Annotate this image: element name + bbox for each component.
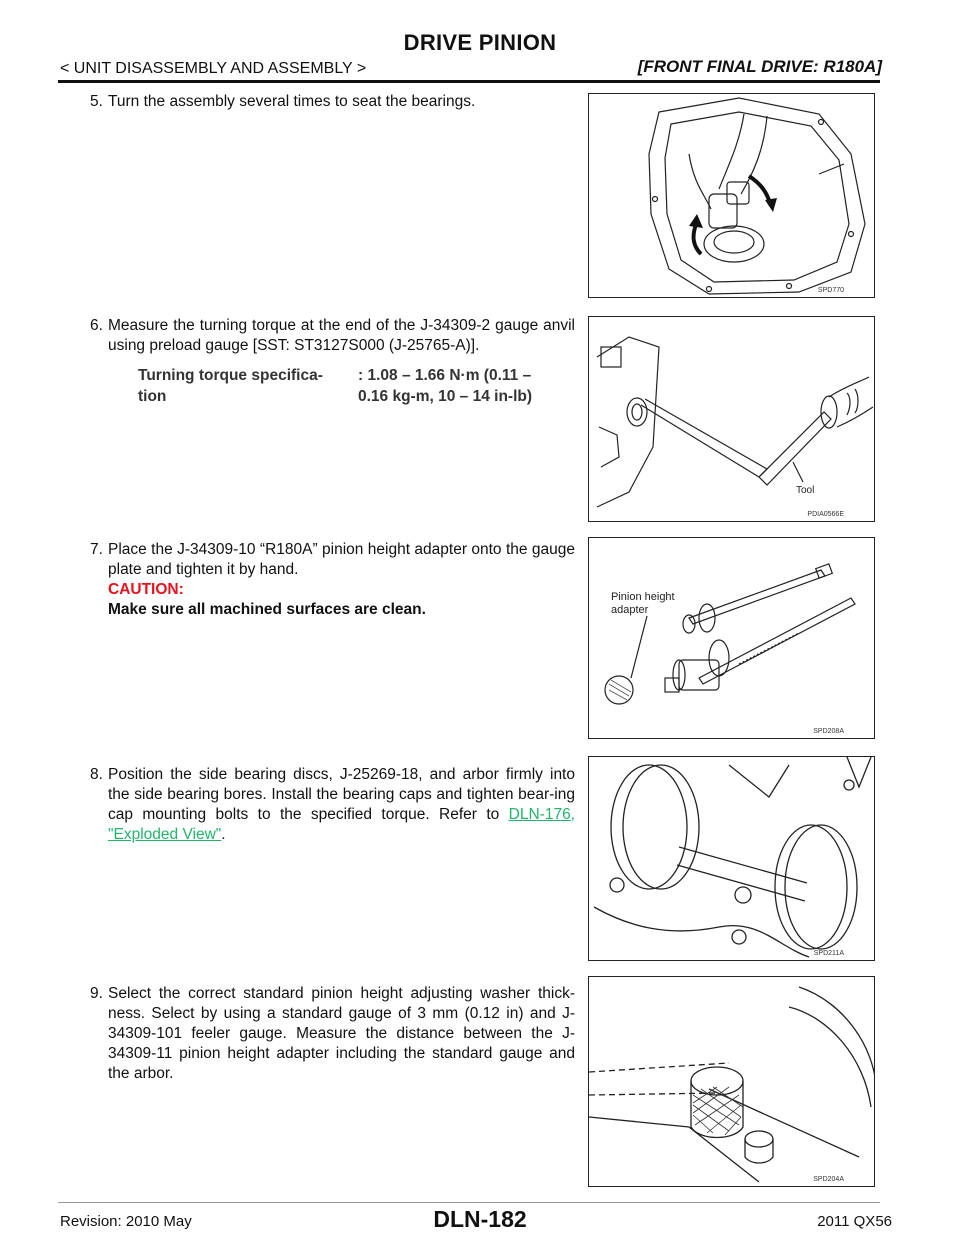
figure-spd208a <box>588 537 875 739</box>
step-number: 7. <box>90 541 103 558</box>
step-number: 9. <box>90 985 103 1002</box>
step-text: Turn the assembly several times to seat the bearings. <box>108 93 476 110</box>
figure-spd204a <box>588 976 875 1187</box>
step-text <box>90 540 575 620</box>
step-text-end: . <box>221 826 226 843</box>
figure-id: SPD204A <box>813 1176 844 1183</box>
step-7 <box>90 540 575 620</box>
spec-label: Turning torque specifica-tion <box>138 367 323 405</box>
figure-illustration <box>589 538 875 739</box>
figure-id: SPD770 <box>817 287 844 294</box>
caution-text: Make sure all machined surfaces are clean. <box>108 601 426 618</box>
section-tag: [FRONT FINAL DRIVE: R180A] <box>637 57 882 76</box>
step-text <box>90 765 575 845</box>
page-number: DLN-182 <box>433 1206 527 1232</box>
step-number: 8. <box>90 766 103 783</box>
figure-label-tool: Tool <box>796 485 815 496</box>
breadcrumb: < UNIT DISASSEMBLY AND ASSEMBLY > <box>60 60 367 77</box>
figure-illustration <box>589 757 875 961</box>
figure-label-line1: Pinion height <box>611 591 675 603</box>
header-rule <box>58 80 880 83</box>
step-text: Select the correct standard pinion height adjusting washer thick-ness. Select by using a standard gauge of 3 mm (0.12 in) and J-34309-101 feeler gauge. Measure the distance between the J-34309-11 pinion height adapter including the standard gauge and the arbor. <box>108 985 575 1082</box>
step-6 <box>90 316 575 356</box>
step-text-main: Place the J-34309-10 “R180A” pinion height adapter onto the gauge plate and tighten it by hand. <box>108 541 575 578</box>
step-number: 5. <box>90 93 103 110</box>
figure-illustration <box>589 317 875 522</box>
step-5 <box>90 92 575 112</box>
step-text: Measure the turning torque at the end of the J-34309-2 gauge anvil using preload gauge [SST: ST3127S000 (J-25765-A)]. <box>108 317 575 354</box>
figure-illustration <box>589 94 875 298</box>
step-number: 6. <box>90 317 103 334</box>
model-text: 2011 QX56 <box>817 1213 892 1230</box>
figure-pdia0566e <box>588 316 875 522</box>
figure-label-line2: adapter <box>611 604 649 616</box>
figure-id: PDIA0566E <box>807 511 844 518</box>
figure-id: SPD208A <box>813 728 844 735</box>
revision-text: Revision: 2010 May <box>60 1213 192 1230</box>
figure-spd211a <box>588 756 875 961</box>
step-9 <box>90 984 575 1084</box>
figure-illustration <box>589 977 875 1187</box>
figure-spd770 <box>588 93 875 298</box>
step-text-main: Position the side bearing discs, J-25269-18, and arbor firmly into the side bearing bores. Install the bearing caps and tighten bear-ing cap mounting bolts to the specified torque. Refer to <box>108 766 575 823</box>
caution-heading: CAUTION: <box>108 581 184 598</box>
reference-link[interactable]: DLN-176, "Exploded View" <box>108 806 575 843</box>
footer-rule <box>58 1202 880 1203</box>
figure-id: SPD211A <box>813 950 844 957</box>
page-title: DRIVE PINION <box>403 30 557 55</box>
spec-value: : 1.08 – 1.66 N·m (0.11 – 0.16 kg-m, 10 – 14 in-lb) <box>358 367 533 405</box>
step-8 <box>90 765 575 845</box>
